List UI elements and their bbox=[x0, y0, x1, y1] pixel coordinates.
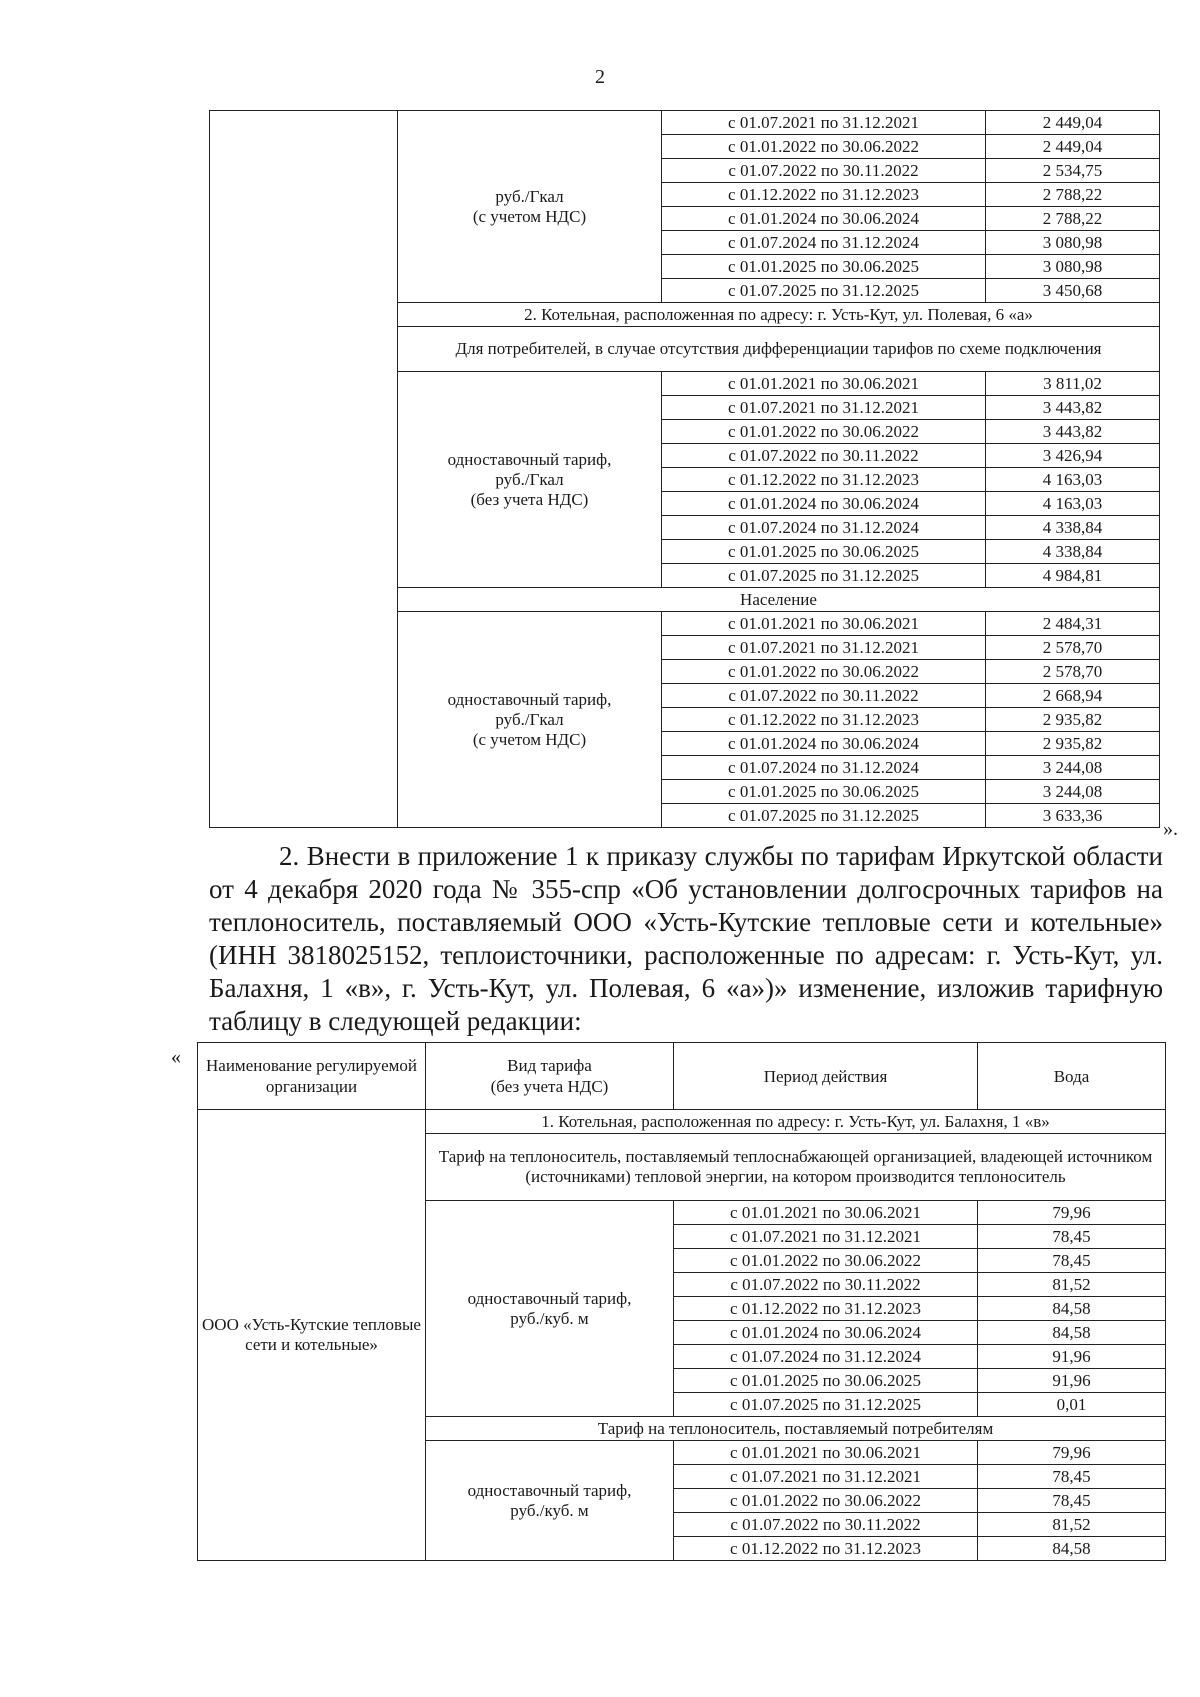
tariff-table-heat bbox=[209, 110, 1160, 828]
tariff-type-cell: руб./Гкал (с учетом НДС) bbox=[398, 111, 662, 303]
period-cell: с 01.07.2024 по 31.12.2024 bbox=[662, 756, 986, 780]
value-cell: 2 578,70 bbox=[986, 636, 1160, 660]
period-cell: с 01.12.2022 по 31.12.2023 bbox=[674, 1537, 978, 1561]
period-cell: с 01.12.2022 по 31.12.2023 bbox=[674, 1297, 978, 1321]
value-cell: 3 426,94 bbox=[986, 444, 1160, 468]
value-cell: 2 668,94 bbox=[986, 684, 1160, 708]
value-cell: 84,58 bbox=[978, 1297, 1166, 1321]
header-water: Вода bbox=[978, 1043, 1166, 1110]
consumers-header: Для потребителей, в случае отсутствия дифференциации тарифов по схеме подключения bbox=[398, 327, 1160, 372]
period-cell: с 01.07.2025 по 31.12.2025 bbox=[662, 564, 986, 588]
section-title: 2. Котельная, расположенная по адресу: г. Усть-Кут, ул. Полевая, 6 «а» bbox=[398, 303, 1160, 327]
value-cell: 78,45 bbox=[978, 1489, 1166, 1513]
period-cell: с 01.07.2021 по 31.12.2021 bbox=[662, 396, 986, 420]
opening-quote: « bbox=[171, 1046, 181, 1068]
value-cell: 81,52 bbox=[978, 1513, 1166, 1537]
period-cell: с 01.01.2021 по 30.06.2021 bbox=[662, 612, 986, 636]
value-cell: 2 935,82 bbox=[986, 708, 1160, 732]
period-cell: с 01.01.2021 по 30.06.2021 bbox=[674, 1201, 978, 1225]
population-header: Население bbox=[398, 588, 1160, 612]
consumers-header: Тариф на теплоноситель, поставляемый потребителям bbox=[426, 1417, 1166, 1441]
value-cell: 79,96 bbox=[978, 1201, 1166, 1225]
period-cell: с 01.01.2024 по 30.06.2024 bbox=[662, 207, 986, 231]
period-cell: с 01.07.2025 по 31.12.2025 bbox=[662, 804, 986, 828]
period-cell: с 01.07.2022 по 30.11.2022 bbox=[662, 159, 986, 183]
value-cell: 3 244,08 bbox=[986, 780, 1160, 804]
tariff-type-cell: одноставочный тариф, руб./Гкал (без учета НДС) bbox=[398, 372, 662, 588]
value-cell: 2 449,04 bbox=[986, 135, 1160, 159]
period-cell: с 01.07.2021 по 31.12.2021 bbox=[674, 1465, 978, 1489]
section-title: 1. Котельная, расположенная по адресу: г. Усть-Кут, ул. Балахня, 1 «в» bbox=[426, 1110, 1166, 1134]
period-cell: с 01.01.2025 по 30.06.2025 bbox=[674, 1369, 978, 1393]
tariff-table-coolant bbox=[197, 1042, 1166, 1561]
value-cell: 2 449,04 bbox=[986, 111, 1160, 135]
period-cell: с 01.07.2024 по 31.12.2024 bbox=[674, 1345, 978, 1369]
value-cell: 2 788,22 bbox=[986, 207, 1160, 231]
value-cell: 4 163,03 bbox=[986, 468, 1160, 492]
closing-quote: ». bbox=[1163, 818, 1178, 840]
value-cell: 3 450,68 bbox=[986, 279, 1160, 303]
period-cell: с 01.07.2021 по 31.12.2021 bbox=[674, 1225, 978, 1249]
period-cell: с 01.12.2022 по 31.12.2023 bbox=[662, 708, 986, 732]
value-cell: 4 163,03 bbox=[986, 492, 1160, 516]
supplier-header: Тариф на теплоноситель, поставляемый теплоснабжающей организацией, владеющей источником (источниками) тепловой энергии, на котором производится теплоноситель bbox=[426, 1134, 1166, 1201]
period-cell: с 01.01.2025 по 30.06.2025 bbox=[662, 780, 986, 804]
value-cell: 91,96 bbox=[978, 1369, 1166, 1393]
value-cell: 3 811,02 bbox=[986, 372, 1160, 396]
tariff-type-cell: одноставочный тариф, руб./Гкал (с учетом НДС) bbox=[398, 612, 662, 828]
value-cell: 0,01 bbox=[978, 1393, 1166, 1417]
tariff-type-cell: одноставочный тариф, руб./куб. м bbox=[426, 1201, 674, 1417]
period-cell: с 01.12.2022 по 31.12.2023 bbox=[662, 468, 986, 492]
period-cell: с 01.07.2021 по 31.12.2021 bbox=[662, 111, 986, 135]
amendment-paragraph bbox=[209, 840, 1163, 1038]
period-cell: с 01.01.2021 по 30.06.2021 bbox=[662, 372, 986, 396]
period-cell: с 01.01.2021 по 30.06.2021 bbox=[674, 1441, 978, 1465]
value-cell: 4 338,84 bbox=[986, 516, 1160, 540]
value-cell: 84,58 bbox=[978, 1321, 1166, 1345]
period-cell: с 01.07.2025 по 31.12.2025 bbox=[662, 279, 986, 303]
header-tariff-type: Вид тарифа (без учета НДС) bbox=[426, 1043, 674, 1110]
period-cell: с 01.01.2024 по 30.06.2024 bbox=[662, 732, 986, 756]
period-cell: с 01.01.2025 по 30.06.2025 bbox=[662, 540, 986, 564]
organization-cell bbox=[210, 111, 398, 828]
value-cell: 78,45 bbox=[978, 1249, 1166, 1273]
value-cell: 3 080,98 bbox=[986, 255, 1160, 279]
value-cell: 2 534,75 bbox=[986, 159, 1160, 183]
period-cell: с 01.07.2022 по 30.11.2022 bbox=[662, 444, 986, 468]
period-cell: с 01.01.2022 по 30.06.2022 bbox=[662, 420, 986, 444]
table-row bbox=[198, 1043, 1166, 1110]
period-cell: с 01.01.2022 по 30.06.2022 bbox=[674, 1489, 978, 1513]
value-cell: 3 443,82 bbox=[986, 396, 1160, 420]
value-cell: 3 633,36 bbox=[986, 804, 1160, 828]
value-cell: 78,45 bbox=[978, 1465, 1166, 1489]
organization-name: ООО «Усть-Кутские тепловые сети и котельные» bbox=[198, 1110, 426, 1561]
value-cell: 4 338,84 bbox=[986, 540, 1160, 564]
value-cell: 2 935,82 bbox=[986, 732, 1160, 756]
period-cell: с 01.01.2022 по 30.06.2022 bbox=[662, 660, 986, 684]
value-cell: 84,58 bbox=[978, 1537, 1166, 1561]
period-cell: с 01.01.2024 по 30.06.2024 bbox=[662, 492, 986, 516]
period-cell: с 01.07.2024 по 31.12.2024 bbox=[662, 231, 986, 255]
value-cell: 2 484,31 bbox=[986, 612, 1160, 636]
period-cell: с 01.07.2022 по 30.11.2022 bbox=[674, 1513, 978, 1537]
period-cell: с 01.01.2025 по 30.06.2025 bbox=[662, 255, 986, 279]
value-cell: 3 443,82 bbox=[986, 420, 1160, 444]
value-cell: 91,96 bbox=[978, 1345, 1166, 1369]
page-number: 2 bbox=[595, 66, 605, 88]
table-row bbox=[210, 111, 1160, 135]
period-cell: с 01.07.2021 по 31.12.2021 bbox=[662, 636, 986, 660]
value-cell: 79,96 bbox=[978, 1441, 1166, 1465]
value-cell: 3 244,08 bbox=[986, 756, 1160, 780]
period-cell: с 01.07.2025 по 31.12.2025 bbox=[674, 1393, 978, 1417]
value-cell: 2 578,70 bbox=[986, 660, 1160, 684]
period-cell: с 01.07.2022 по 30.11.2022 bbox=[662, 684, 986, 708]
period-cell: с 01.01.2022 по 30.06.2022 bbox=[674, 1249, 978, 1273]
period-cell: с 01.01.2024 по 30.06.2024 bbox=[674, 1321, 978, 1345]
value-cell: 3 080,98 bbox=[986, 231, 1160, 255]
period-cell: с 01.07.2024 по 31.12.2024 bbox=[662, 516, 986, 540]
period-cell: с 01.12.2022 по 31.12.2023 bbox=[662, 183, 986, 207]
paragraph-text: 2. Внести в приложение 1 к приказу службы по тарифам Иркутской области от 4 декабря 2020 года № 355-спр «Об установлении долгосрочных тарифов на теплоноситель, поставляемый ООО «Усть-Кутские тепловые сети и котельные» (ИНН 3818025152, теплоисточники, расположенные по адресам: г. Усть-Кут, ул. Балахня, 1 «в», г. Усть-Кут, ул. Полевая, 6 «а»)» изменение, изложив тарифную таблицу в следующей редакции: bbox=[209, 841, 1163, 1036]
period-cell: с 01.01.2022 по 30.06.2022 bbox=[662, 135, 986, 159]
table-row bbox=[198, 1110, 1166, 1134]
period-cell: с 01.07.2022 по 30.11.2022 bbox=[674, 1273, 978, 1297]
header-organization: Наименование регулируемой организации bbox=[198, 1043, 426, 1110]
value-cell: 2 788,22 bbox=[986, 183, 1160, 207]
value-cell: 78,45 bbox=[978, 1225, 1166, 1249]
value-cell: 4 984,81 bbox=[986, 564, 1160, 588]
value-cell: 81,52 bbox=[978, 1273, 1166, 1297]
tariff-type-cell: одноставочный тариф, руб./куб. м bbox=[426, 1441, 674, 1561]
header-period: Период действия bbox=[674, 1043, 978, 1110]
